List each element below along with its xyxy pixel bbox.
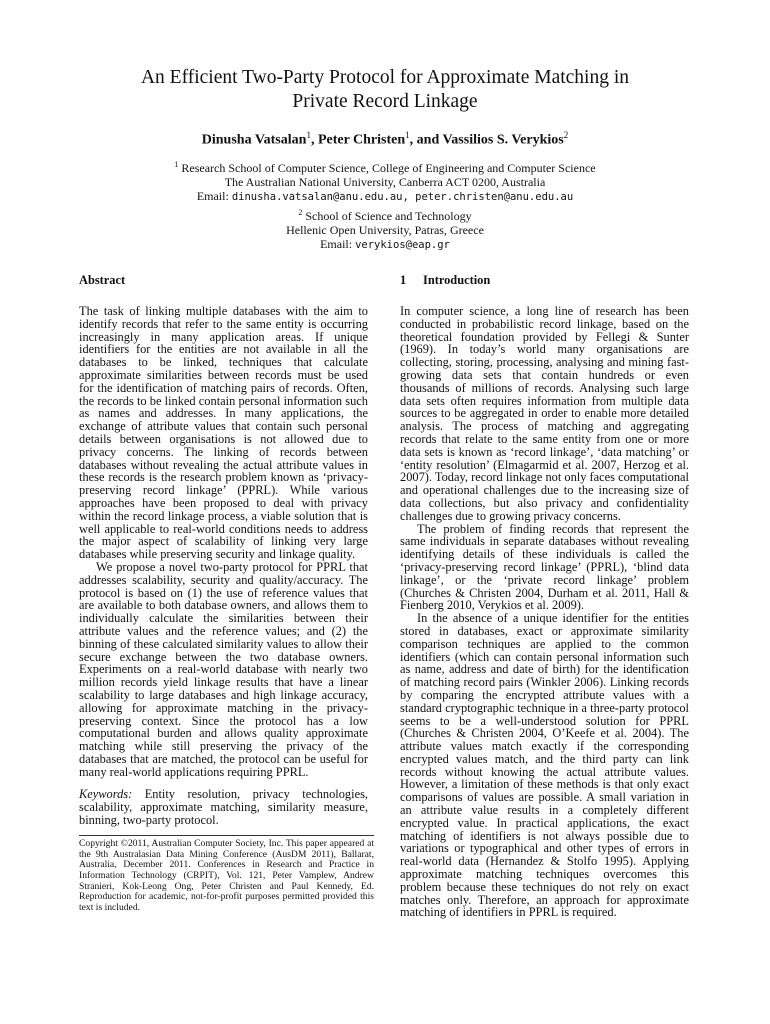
abstract-paragraph-1: The task of linking multiple databases with the aim to identify records that refer to the same entity is occurring increasingly in many application areas. If unique identifiers for the entities are not available in all the databases to be linked, techniques that calculate approximate similarities between records must be used for the identification of matching pairs of records. Often, the records to be linked contain personal information such as names and addresses. In many applications, the exchange of attribute values that contain such personal details between organisations is not allowed due to privacy concerns. The linking of records between databases without revealing the actual attribute values in these records is the research problem known as ‘privacy-preserving record linkage’ (PPRL). While various approaches have been proposed to deal with privacy within the record linkage process, a viable solution that is well applicable to real-world conditions needs to address the major aspect of scalability of linking very large databases while preserving security and linkage quality.: [79, 304, 368, 562]
copyright-footnote: Copyright ©2011, Australian Computer Society, Inc. This paper appeared at the 9th Australasian Data Mining Conference (AusDM 2011), Ballarat, Australia, December 2011. Conferences in Research and Practice in Information Technology (CRPIT), Vol. 121, Peter Vamplew, Andrew Stranieri, Kok-Leong Ong, Peter Christen and Paul Kennedy, Ed. Reproduction for academic, not-for-profit purposes permitted provided this text is included.: [79, 835, 374, 914]
introduction-paragraph-2: The problem of finding records that represent the same individuals in separate databases without revealing identifying details of these individuals is called the ‘privacy-preserving record linkage’ (PPRL), ‘blind data linkage’, or the ‘private record linkage’ problem (Churches & Christen 2004, Durham et al. 2011, Hall & Fienberg 2010, Verykios et al. 2009).: [400, 521, 689, 613]
abstract-heading: Abstract: [79, 273, 126, 287]
keywords: [79, 788, 368, 826]
title-line-1: An Efficient Two-Party Protocol for Approximate Matching in: [140, 67, 630, 88]
introduction-paragraph-3: In the absence of a unique identifier for the entities stored in databases, exact or approximate similarity comparison techniques are applied to the common identifiers (which can contain personal information such as name, address and date of birth) for the identification of matching record pairs (Winkler 2006). Linking records by comparing the encrypted attribute values with a standard cryptographic technique in a three-party protocol seems to be a well-understood solution for PPRL (Churches & Christen 2004, O’Keefe et al. 2004). The attribute values match exactly if the corresponding encrypted values match, and the third party can link records without knowing the actual attribute values. However, a limitation of these methods is that only exact comparisons of values are possible. A small variation in an attribute value results in a completely different encrypted value. In practical applications, the exact matching of identifiers is not always possible due to variations or typographical and other types of errors in real-world data (Hernandez & Stolfo 1995). Applying approximate matching techniques overcomes this problem because these techniques do not rely on exact matches only. Therefore, an approach for approximate matching of identifiers in PPRL is required.: [400, 611, 689, 920]
author-1: Dinusha Vatsalan: [201, 132, 307, 148]
affiliation-1-email: dinusha.vatsalan@anu.edu.au, peter.christen@anu.edu.au: [231, 191, 574, 203]
affiliation-2-email-label: Email:: [320, 237, 356, 251]
left-column: [79, 272, 374, 914]
section-title: Introduction: [423, 273, 491, 287]
paper-title: [60, 66, 710, 114]
title-line-2: Private Record Linkage: [292, 91, 478, 112]
keywords-text: Entity resolution, privacy technologies, scalability, approximate matching, similarity measure, binning, two-party protocol.: [79, 787, 368, 828]
author-separator-1: ,: [310, 132, 318, 148]
affiliation-1-email-label: Email:: [196, 189, 232, 203]
affiliation-2-line-1: School of Science and Technology: [305, 209, 472, 223]
affiliation-2-email: verykios@eap.gr: [355, 239, 450, 251]
author-3: Vassilios S. Verykios: [442, 132, 564, 148]
section-number: 1: [400, 273, 407, 287]
author-1-affiliation-mark: 1: [306, 130, 311, 140]
affiliation-1-line-1: Research School of Computer Science, College of Engineering and Computer Science: [181, 161, 596, 175]
keywords-label: Keywords:: [79, 787, 133, 802]
right-column: [400, 272, 689, 919]
introduction-heading: [400, 272, 689, 288]
affiliation-1-line-2: The Australian National University, Canberra ACT 0200, Australia: [224, 175, 546, 189]
author-2-affiliation-mark: 1: [405, 130, 410, 140]
author-list: [60, 126, 710, 150]
affiliation-1: [60, 158, 710, 204]
author-separator-2: , and: [409, 132, 443, 148]
affiliation-2-line-2: Hellenic Open University, Patras, Greece: [286, 223, 484, 237]
abstract-paragraph-2: We propose a novel two-party protocol for PPRL that addresses scalability, security and quality/accuracy. The protocol is based on (1) the use of reference values that are available to both database owners, and allows them to individually calculate the similarities between their attribute values and the reference values; and (2) the binning of these calculated similarity values to allow their secure exchange between the two database owners. Experiments on a real-world database with nearly two million records yield linkage results that have a linear scalability to large databases and high linkage accuracy, allowing for approximate matching in the privacy-preserving context. Since the protocol has a low computational burden and allows quality approximate matching while still preserving the privacy of the databases that are matched, the protocol can be useful for many real-world applications requiring PPRL.: [79, 559, 368, 779]
author-3-affiliation-mark: 2: [563, 130, 569, 140]
affiliation-2-mark: 2: [298, 208, 303, 217]
introduction-paragraph-1: In computer science, a long line of research has been conducted in probabilistic record linkage, based on the theoretical foundation provided by Fellegi & Sunter (1969). In today’s world many organisations are collecting, storing, processing, analysing and mining fast-growing data sets that contain hundreds or even thousands of millions of records. Analysing such large data sets often requires information from multiple data sources to be aggregated in order to enable more detailed analysis. The process of matching and aggregating records that relate to the same entity from one or more data sets is known as ‘record linkage’, ‘data matching’ or ‘entity resolution’ (Elmagarmid et al. 2007, Herzog et al. 2007). Today, record linkage not only faces computational and operational challenges due to the increasing size of data collections, but also privacy and confidentiality challenges due to growing privacy concerns.: [400, 304, 689, 523]
affiliation-2: [60, 206, 710, 252]
affiliation-1-mark: 1: [174, 160, 179, 169]
author-2: Peter Christen: [317, 132, 406, 148]
